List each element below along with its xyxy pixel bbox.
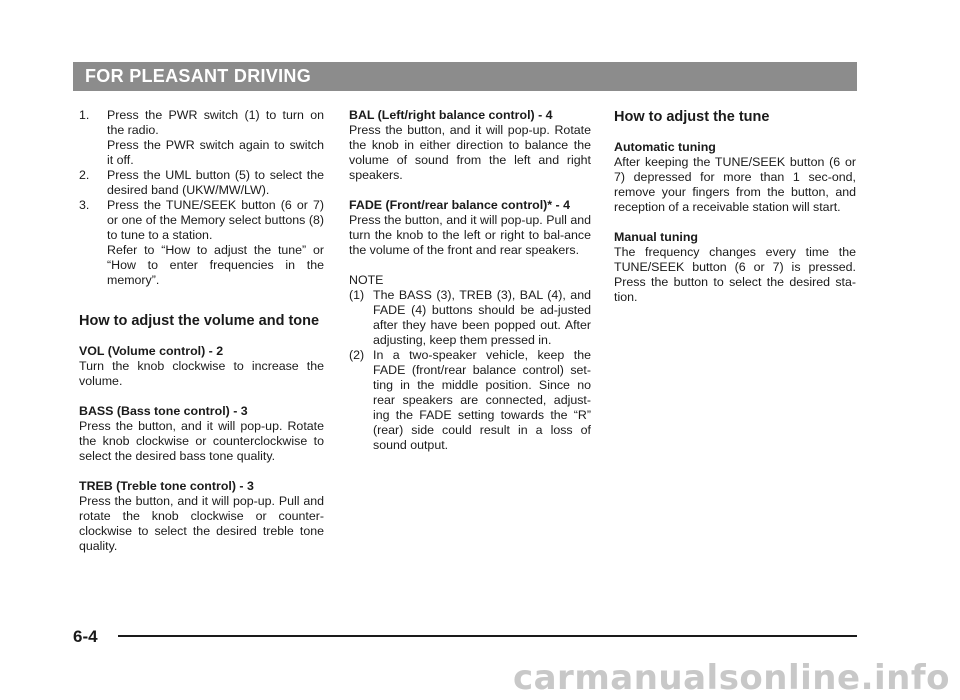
note-item	[349, 348, 591, 453]
auto-tuning-text: After keeping the TUNE/SEEK button (6 or 7) depressed for more than 1 sec-ond, remove your fingers from the button, and reception of a receivable station will start.	[614, 155, 856, 214]
step-text: Press the TUNE/SEEK button (6 or 7) or one of the Memory select buttons (8) to tune to a station.	[107, 198, 324, 242]
treb-text: Press the button, and it will pop-up. Pull and rotate the knob clockwise or counter-clockwise to select the desired treble tone quality.	[79, 494, 324, 553]
bal-title: BAL (Left/right balance control) - 4	[349, 108, 553, 122]
auto-tuning-title: Automatic tuning	[614, 140, 716, 154]
column-right	[614, 108, 856, 305]
footer-rule	[118, 635, 857, 637]
step-item	[79, 168, 324, 198]
note-number: (2)	[349, 348, 365, 362]
manual-tuning-title: Manual tuning	[614, 230, 698, 244]
note-title: NOTE	[349, 273, 384, 287]
note-item	[349, 288, 591, 348]
note-number: (1)	[349, 288, 365, 302]
section-title-tune: How to adjust the tune	[614, 109, 770, 125]
watermark: carmanualsonline.info	[512, 658, 950, 698]
vol-text: Turn the knob clockwise to increase the volume.	[79, 359, 324, 388]
note-text: The BASS (3), TREB (3), BAL (4), and FADE (4) buttons should be ad-justed after they have been popped out. After adjusting, keep them pressed in.	[373, 288, 591, 347]
step-text: Press the PWR switch again to switch it off.	[107, 138, 324, 167]
vol-title: VOL (Volume control) - 2	[79, 344, 224, 358]
column-middle	[349, 108, 591, 453]
fade-title: FADE (Front/rear balance control)* - 4	[349, 198, 571, 212]
step-text: Press the PWR switch (1) to turn on the radio.	[107, 108, 324, 137]
page-header	[73, 62, 857, 91]
step-text: Press the UML button (5) to select the desired band (UKW/MW/LW).	[107, 168, 324, 197]
steps-list	[79, 108, 324, 288]
treb-title: TREB (Treble tone control) - 3	[79, 479, 254, 493]
bass-text: Press the button, and it will pop-up. Rotate the knob clockwise or counterclockwise to select the desired bass tone quality.	[79, 419, 324, 463]
step-item	[79, 108, 324, 168]
fade-text: Press the button, and it will pop-up. Pull and turn the knob to the left or right to bal-ance the volume of the front and rear speakers.	[349, 213, 591, 257]
note-list	[349, 288, 591, 453]
step-text: Refer to “How to adjust the tune” or “How to enter frequencies in the memory”.	[107, 243, 324, 287]
page-number: 6-4	[73, 627, 98, 646]
step-number: 3.	[79, 198, 90, 212]
header-title: FOR PLEASANT DRIVING	[85, 66, 312, 86]
manual-tuning-text: The frequency changes every time the TUNE/SEEK button (6 or 7) is pressed. Press the button to select the desired sta-tion.	[614, 245, 856, 304]
step-item	[79, 198, 324, 288]
bass-title: BASS (Bass tone control) - 3	[79, 404, 248, 418]
note-text: In a two-speaker vehicle, keep the FADE (front/rear balance control) set-ting in the middle position. Since no rear speakers are connected, adjust-ing the FADE setting towards the “R” (rear) side could result in a loss of sound output.	[373, 348, 591, 452]
section-title-volume-tone: How to adjust the volume and tone	[79, 313, 320, 329]
step-number: 2.	[79, 168, 90, 182]
step-number: 1.	[79, 108, 90, 122]
bal-text: Press the button, and it will pop-up. Rotate the knob in either direction to balance the volume of sound from the left and right speakers.	[349, 123, 591, 182]
column-left	[79, 108, 324, 554]
